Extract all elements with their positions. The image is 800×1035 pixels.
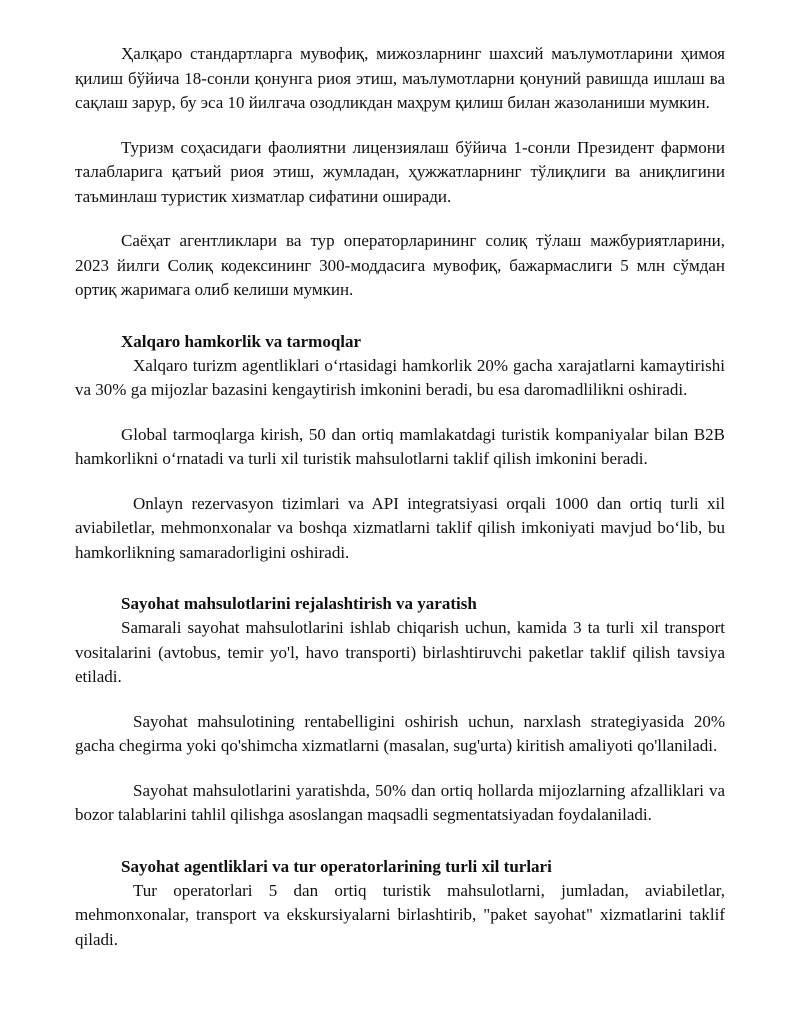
section-heading-international-cooperation: Xalqaro hamkorlik va tarmoqlar	[121, 331, 362, 351]
paragraph-licensing: Туризм соҳасидаги фаолиятни лицензиялаш бўйича 1-сонли Президент фармони талабларига қатъий риоя этиш, жумладан, ҳужжатларнинг тўлиқлиги ва аниқлигини таъминлаш туристик хизматлар сифатини оширади.	[75, 137, 725, 206]
paragraph-transport-packages: Samarali sayohat mahsulotlarini ishlab chiqarish uchun, kamida 3 ta turli xil transport vositalarini (avtobus, temir yo'l, havo transporti) birlashtiruvchi paketlar taklif qilish tavsiya etiladi.	[75, 618, 725, 686]
paragraph-tax-obligations: Саёҳат агентликлари ва тур операторларининг солиқ тўлаш мажбуриятларини, 2023 йилги Солиқ кодексининг 300-моддасига мувофиқ, бажармаслиги 5 млн сўмдан ортиқ жаримага олиб келиши мумкин.	[75, 231, 725, 299]
document-page	[75, 42, 725, 952]
paragraph-data-protection: Ҳалқаро стандартларга мувофиқ, мижозларнинг шахсий маълумотларини ҳимоя қилиш бўйича 18-сонли қонунга риоя этиш, маълумотларни қонуний равишда ишлаш ва сақлаш зарур, бу эса 10 йилгача озодликдан маҳрум қилиш билан жазоланиши мумкин.	[75, 44, 725, 112]
paragraph-cooperation-savings: Xalqaro turizm agentliklari oʻrtasidagi hamkorlik 20% gacha xarajatlarni kamaytirishi va 30% ga mijozlar bazasini kengaytirish imkonini beradi, bu esa daromadlilikni oshiradi.	[75, 355, 725, 399]
paragraph-tour-operators: Tur operatorlari 5 dan ortiq turistik mahsulotlarni, jumladan, aviabiletlar, mehmonxonalar, transport va ekskursiyalarni birlashtirib, "paket sayohat" xizmatlarini taklif qiladi.	[75, 880, 725, 949]
section-heading-travel-products: Sayohat mahsulotlarini rejalashtirish va yaratish	[121, 594, 477, 613]
paragraph-pricing-strategy: Sayohat mahsulotining rentabelligini oshirish uchun, narxlash strategiyasida 20% gacha chegirma yoki qo'shimcha xizmatlarni (masalan, sug'urta) kiritish amaliyoti qo'llaniladi.	[75, 711, 725, 755]
paragraph-segmentation: Sayohat mahsulotlarini yaratishda, 50% dan ortiq hollarda mijozlarning afzalliklari va bozor talablarini tahlil qilishga asoslangan maqsadli segmentatsiyadan foydalaniladi.	[75, 780, 725, 824]
section-heading-agency-types: Sayohat agentliklari va tur operatorlarining turli xil turlari	[121, 856, 552, 876]
paragraph-online-reservation: Onlayn rezervasyon tizimlari va API integratsiyasi orqali 1000 dan ortiq turli xil aviabiletlar, mehmonxonalar va boshqa xizmatlarni taklif qilish imkoniyati mavjud boʻlib, bu hamkorlikning samaradorligini oshiradi.	[75, 493, 725, 562]
paragraph-global-networks: Global tarmoqlarga kirish, 50 dan ortiq mamlakatdagi turistik kompaniyalar bilan B2B hamkorlikni oʻrnatadi va turli xil turistik mahsulotlarni taklif qilish imkonini beradi.	[75, 424, 725, 468]
